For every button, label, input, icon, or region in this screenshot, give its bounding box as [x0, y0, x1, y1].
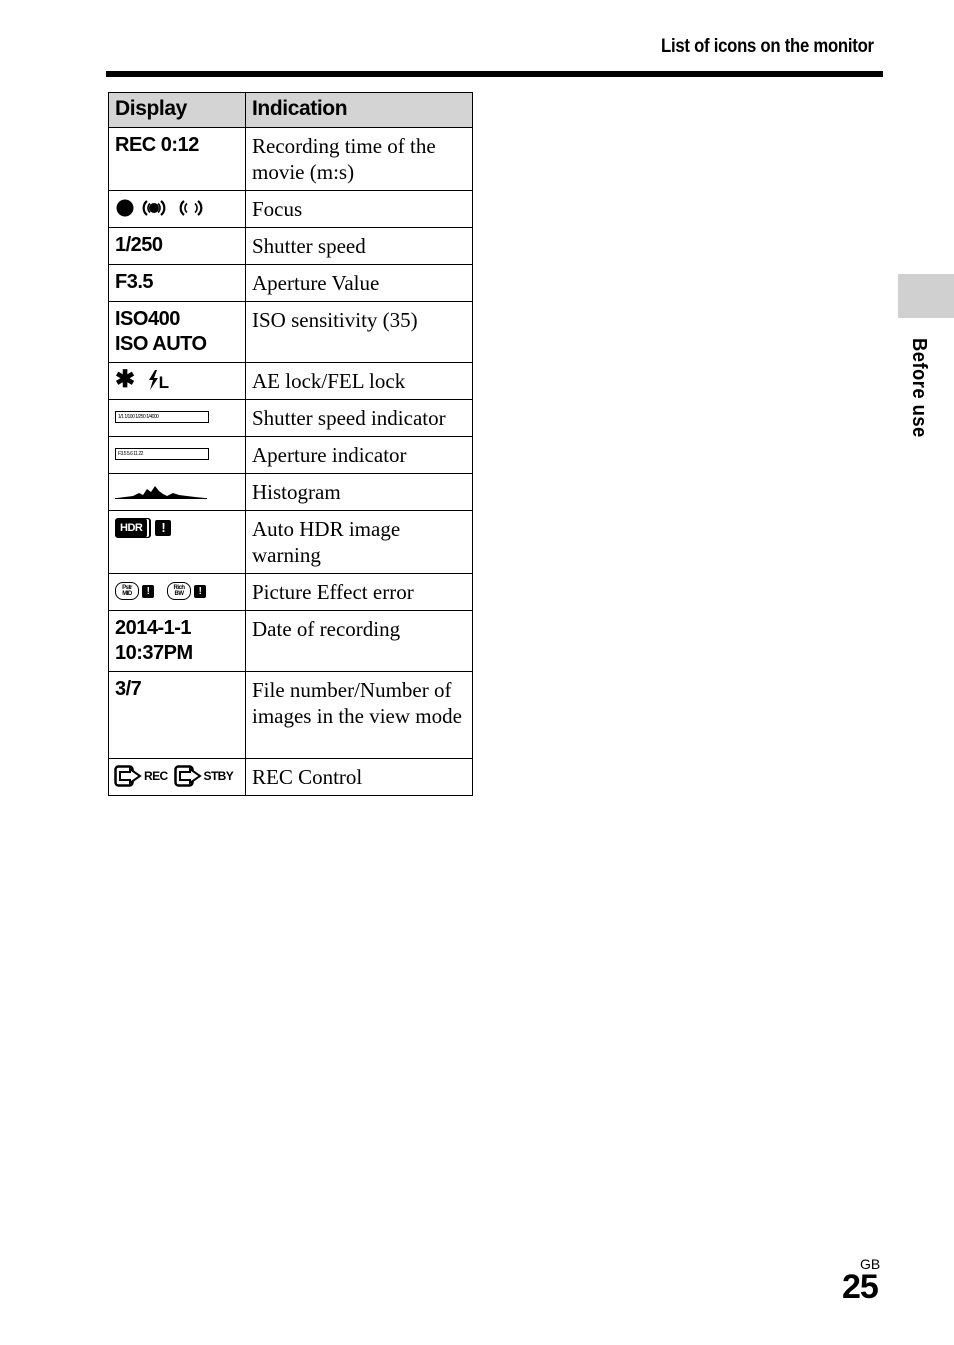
indication-cell: Picture Effect error — [246, 574, 473, 611]
indication-cell: Histogram — [246, 474, 473, 511]
rich-bottom-label: BW — [174, 591, 184, 597]
page-number: 25 — [842, 1268, 878, 1306]
rec-control-stby-icon — [174, 765, 234, 787]
table-row — [109, 191, 473, 228]
display-cell: F3.5 — [109, 265, 246, 302]
region-code: GB — [860, 1256, 881, 1272]
indication-cell: Auto HDR image warning — [246, 511, 473, 574]
fel-lock-suffix: L — [158, 373, 169, 392]
icon-table — [108, 92, 473, 796]
display-cell — [109, 474, 246, 511]
focus-dot-icon — [115, 198, 135, 218]
table-row — [109, 128, 473, 191]
table-row — [109, 474, 473, 511]
pstr-badge — [115, 582, 139, 600]
indication-cell: Recording time of the movie (m:s) — [246, 128, 473, 191]
table-row — [109, 611, 473, 672]
table-row — [109, 265, 473, 302]
table-row — [109, 511, 473, 574]
side-tab-label: Before use — [908, 338, 930, 438]
column-header-indication: Indication — [246, 93, 473, 128]
display-cell — [109, 363, 246, 400]
aperture-indicator-ticks: F3.5 5.6 11 22 — [118, 451, 143, 457]
table-row — [109, 228, 473, 265]
display-cell — [109, 574, 246, 611]
table-row — [109, 400, 473, 437]
indication-cell: Aperture Value — [246, 265, 473, 302]
ae-lock-icon: ✱ — [115, 366, 135, 393]
indication-cell: Aperture indicator — [246, 437, 473, 474]
display-cell: 2014-1-1 10:37PM — [109, 611, 246, 672]
display-cell — [109, 759, 246, 796]
table-row — [109, 437, 473, 474]
indication-cell: File number/Number of images in the view mode — [246, 672, 473, 759]
display-cell: ISO400 ISO AUTO — [109, 302, 246, 363]
indication-cell: Shutter speed — [246, 228, 473, 265]
pstr-top-label: Pstr — [122, 585, 132, 591]
display-cell: 1/250 — [109, 228, 246, 265]
pstr-bottom-label: MID — [122, 591, 132, 597]
display-cell — [109, 437, 246, 474]
focus-searching-icon — [177, 198, 205, 218]
display-cell: REC 0:12 — [109, 128, 246, 191]
indication-cell: AE lock/FEL lock — [246, 363, 473, 400]
indication-cell: Date of recording — [246, 611, 473, 672]
running-header: List of icons on the monitor — [661, 36, 874, 57]
rich-bw-badge — [167, 582, 191, 600]
display-cell — [109, 191, 246, 228]
table-row — [109, 574, 473, 611]
header-rule — [106, 71, 883, 77]
focus-locked-icon — [141, 198, 167, 218]
stby-label: STBY — [203, 769, 234, 783]
auto-hdr-warning-icon — [115, 516, 239, 540]
table-row — [109, 302, 473, 363]
indication-cell: Shutter speed indicator — [246, 400, 473, 437]
indication-cell: REC Control — [246, 759, 473, 796]
shutter-speed-indicator-icon — [115, 411, 209, 423]
table-row — [109, 363, 473, 400]
rich-top-label: Rich — [173, 585, 185, 591]
aperture-indicator-icon — [115, 448, 209, 460]
histogram-icon — [115, 483, 207, 499]
fel-lock-icon — [147, 369, 169, 391]
column-header-display: Display — [109, 93, 246, 128]
table-row — [109, 672, 473, 759]
indication-cell: ISO sensitivity (35) — [246, 302, 473, 363]
table-header-row — [109, 93, 473, 128]
display-cell — [109, 400, 246, 437]
warning-badge: ! — [142, 585, 154, 598]
hdr-badge: HDR — [115, 518, 147, 538]
warning-badge: ! — [155, 520, 171, 536]
side-tab — [898, 274, 954, 318]
rec-label: REC — [144, 769, 168, 783]
rich-tone-bw-error-icon — [167, 582, 206, 600]
posterization-mid-error-icon — [115, 582, 154, 600]
display-cell — [109, 511, 246, 574]
warning-badge: ! — [194, 585, 206, 598]
display-cell: 3/7 — [109, 672, 246, 759]
shutter-indicator-ticks: 1/1 1/100 1/250 1/4000 — [118, 414, 159, 420]
rec-control-rec-icon — [114, 765, 168, 787]
table-row — [109, 759, 473, 796]
indication-cell: Focus — [246, 191, 473, 228]
